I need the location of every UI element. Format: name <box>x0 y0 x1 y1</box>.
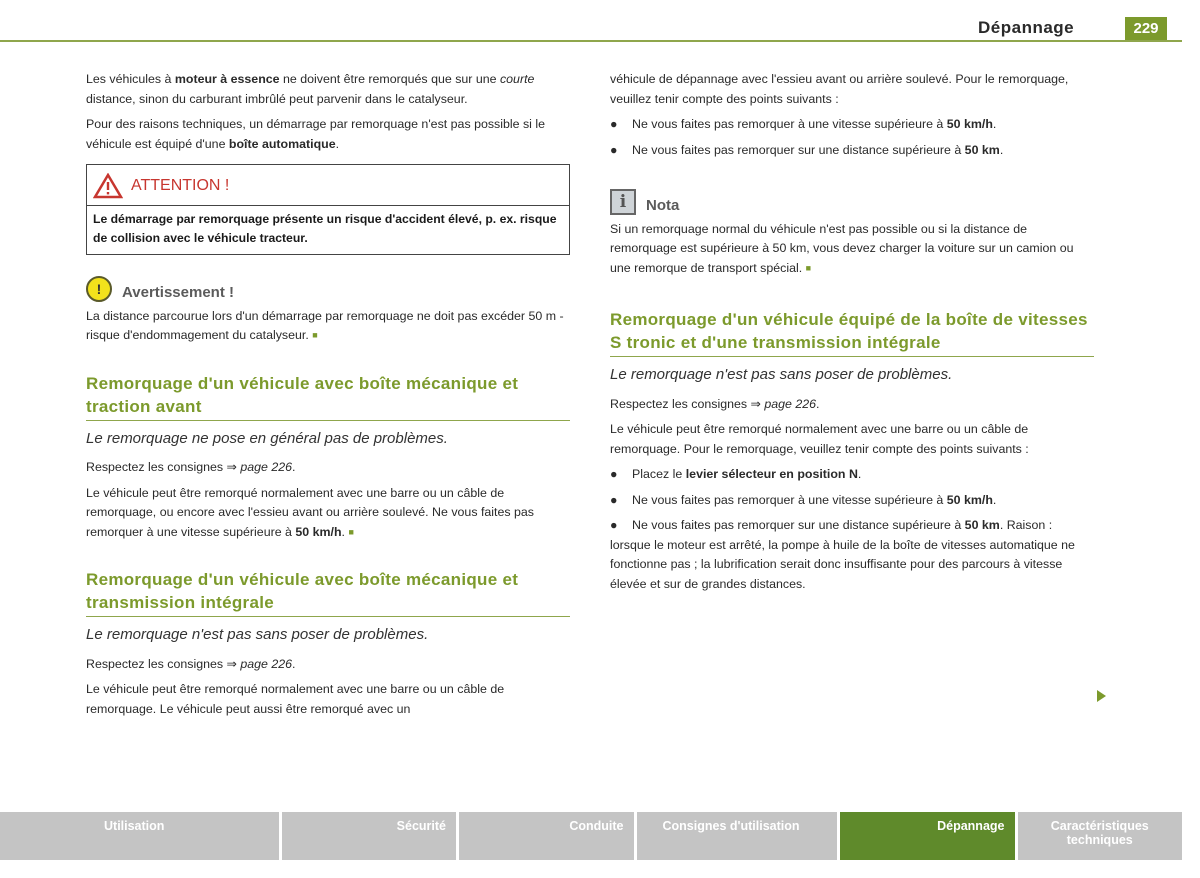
page-reference-link[interactable]: page 226 <box>240 656 293 671</box>
nota-text: Si un remorquage normal du véhicule n'est pas possible ou si la distance de remorquage est supérieure à 50 km, vous devez charger la voiture sur un camion ou une remorque de transport spécial. ■ <box>610 221 1074 275</box>
nota-header <box>610 188 1094 216</box>
page-reference-link[interactable]: page 226 <box>240 460 293 474</box>
bullet-item: ● Placez le levier sélecteur en position N. <box>610 467 862 481</box>
chapter-title: Dépannage <box>978 18 1075 37</box>
bullet-item: ● Ne vous faites pas remorquer à une vitesse supérieure à 50 km/h. <box>610 117 997 131</box>
warning-triangle-icon <box>93 173 123 199</box>
attention-text: Le démarrage par remorquage présente un risque d'accident élevé, p. ex. risque de collision avec le véhicule tracteur. <box>93 212 557 245</box>
tab-conduite[interactable]: Conduite <box>459 812 637 860</box>
header-divider <box>0 40 1182 42</box>
section-subtitle: Le remorquage n'est pas sans poser de problèmes. <box>610 366 953 383</box>
page-reference-link[interactable]: page 226 <box>764 396 817 411</box>
info-icon: i <box>610 189 636 215</box>
paragraph-front-wheel: Le véhicule peut être remorqué normalement avec une barre ou un câble de remorquage, ou encore avec l'essieu avant ou arrière soulevé. Ne vous faites pas remorquer à une vitesse supérieure à 50 km/h. ■ <box>86 485 534 539</box>
tab-caracteristiques[interactable]: Caractéristiques techniques <box>1018 812 1183 860</box>
tab-depannage[interactable]: Dépannage <box>840 812 1018 860</box>
tab-utilisation[interactable]: Utilisation <box>0 812 282 860</box>
right-column <box>610 70 1094 600</box>
end-square-icon: ■ <box>348 526 354 537</box>
paragraph-s-tronic: Le véhicule peut être remorqué normalement avec une barre ou un câble de remorquage. Pour le remorquage, veuillez tenir compte des points suivants : <box>610 422 1029 456</box>
caution-text: La distance parcourue lors d'un démarrage par remorquage ne doit pas excéder 50 m - risque d'endommagement du catalyseur. ■ <box>86 308 564 342</box>
reference-line: Respectez les consignes ⇒ page 226. <box>86 656 296 671</box>
page-number: 229 <box>1125 17 1167 41</box>
paragraph-automatic-gearbox: Pour des raisons techniques, un démarrage par remorquage n'est pas possible si le véhicule est équipé d'une boîte automatique. <box>86 117 546 151</box>
section-title-front-wheel: Remorquage d'un véhicule avec boîte mécanique et traction avant <box>86 372 570 421</box>
end-square-icon: ■ <box>312 330 318 340</box>
paragraph-petrol-engine: Les véhicules à moteur à essence ne doivent être remorqués que sur une courte distance, sinon du carburant imbrûlé peut parvenir dans le catalyseur. <box>86 72 535 106</box>
reference-line: Respectez les consignes ⇒ page 226. <box>86 460 296 474</box>
bullet-item: ● Ne vous faites pas remorquer à une vitesse supérieure à 50 km/h. <box>610 492 997 507</box>
section-subtitle: Le remorquage ne pose en général pas de problèmes. <box>86 429 448 447</box>
nota-title: Nota <box>646 197 680 214</box>
left-column <box>86 70 570 725</box>
paragraph-continued: véhicule de dépannage avec l'essieu avant ou arrière soulevé. Pour le remorquage, veuillez tenir compte des points suivants : <box>610 72 1069 106</box>
end-square-icon: ■ <box>805 262 812 273</box>
section-subtitle: Le remorquage n'est pas sans poser de problèmes. <box>86 626 429 643</box>
attention-title: ATTENTION ! <box>131 177 230 195</box>
attention-box <box>86 164 570 255</box>
chapter-tab-bar <box>0 812 1182 860</box>
paragraph-all-wheel: Le véhicule peut être remorqué normalement avec une barre ou un câble de remorquage. Le véhicule peut aussi être remorqué avec un <box>86 682 505 716</box>
continue-arrow-icon <box>1097 690 1106 702</box>
caution-header <box>86 275 570 303</box>
attention-header <box>87 165 569 206</box>
section-title-all-wheel: Remorquage d'un véhicule avec boîte mécanique et transmission intégrale <box>86 568 570 617</box>
section-title-s-tronic: Remorquage d'un véhicule équipé de la boîte de vitesses S tronic et d'une transmission intégrale <box>610 308 1094 357</box>
exclamation-circle-icon: ! <box>86 276 112 302</box>
caution-title: Avertissement ! <box>122 284 234 301</box>
bullet-item: ● Ne vous faites pas remorquer sur une distance supérieure à 50 km. <box>610 142 1004 157</box>
bullet-item: ● Ne vous faites pas remorquer sur une distance supérieure à 50 km. Raison : lorsque le moteur est arrêté, la pompe à huile de la boîte de vitesses automatique ne fonctionne pas ; la lubrification serait donc insuffisante pour des parcours à vitesse élevée et sur de grandes distances. <box>610 518 1075 591</box>
tab-consignes[interactable]: Consignes d'utilisation <box>637 812 841 860</box>
tab-securite[interactable]: Sécurité <box>282 812 460 860</box>
reference-line: Respectez les consignes ⇒ page 226. <box>610 396 820 411</box>
